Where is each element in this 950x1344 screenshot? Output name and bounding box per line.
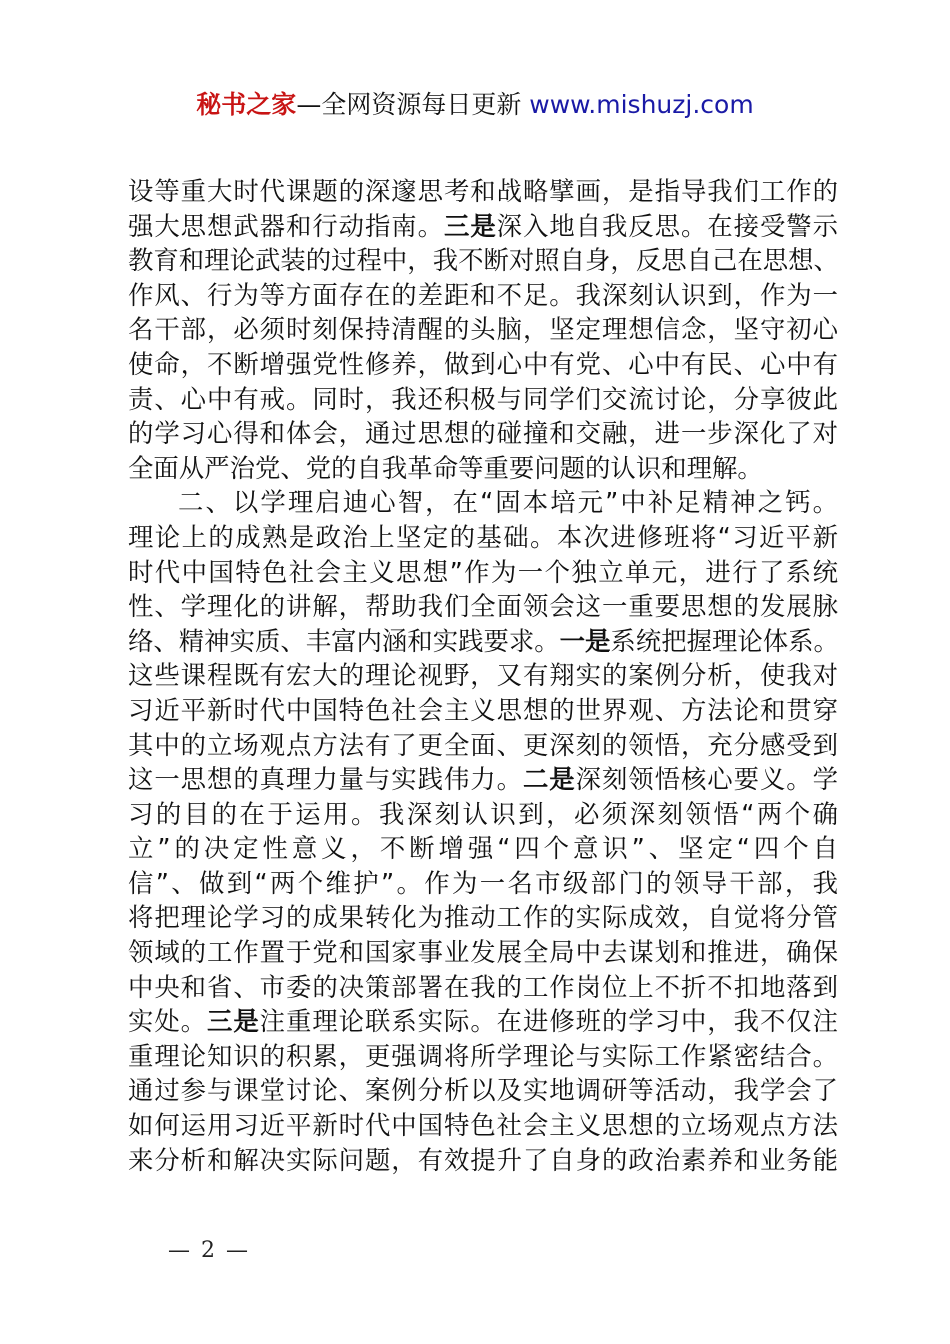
text-line (128, 970, 838, 1005)
text-run: 领域的工作置于党和国家事业发展全局中去谋划和推进，确保 (128, 937, 838, 968)
text-line (128, 520, 838, 555)
text-run: 强大思想武器和行动指南。 (128, 210, 444, 241)
text-run: 将把理论学习的成果转化为推动工作的实际成效，自觉将分管 (128, 902, 838, 933)
text-run: 的学习心得和体会，通过思想的碰撞和交融，进一步深化了对 (128, 418, 838, 449)
text-run: 责、心中有戒。同时，我还积极与同学们交流讨论，分享彼此 (128, 383, 838, 414)
text-line (128, 555, 838, 590)
text-line (128, 278, 838, 313)
text-run: 深刻领悟核心要义。学 (575, 764, 839, 795)
text-run: 中央和省、市委的决策部署在我的工作岗位上不折不扣地落到 (128, 971, 838, 1002)
bold-lead: 二是 (522, 764, 576, 795)
text-line (128, 728, 838, 763)
page-header (0, 88, 950, 122)
text-run: 使命，不断增强党性修养，做到心中有党、心中有民、心中有 (128, 348, 838, 379)
brand-name: 秘书之家 (196, 90, 297, 119)
document-body (128, 174, 838, 1177)
text-run: 设等重大时代课题的深邃思考和战略擘画，是指导我们工作的 (128, 176, 838, 206)
text-line (128, 658, 838, 693)
header-url[interactable]: www.mishuzj.com (529, 90, 754, 119)
text-line (128, 312, 838, 347)
text-line (128, 1073, 838, 1108)
text-line (128, 1108, 838, 1143)
text-line (128, 624, 838, 659)
text-run: 习的目的在于运用。我深刻认识到，必须深刻领悟“两个确 (128, 798, 838, 829)
text-line (128, 797, 838, 832)
text-line (128, 693, 838, 728)
bold-lead: 三是 (443, 210, 497, 241)
text-run: 络、精神实质、丰富内涵和实践要求。 (128, 625, 560, 656)
bold-lead: 一是 (559, 625, 611, 656)
text-run: 其中的立场观点方法有了更全面、更深刻的领悟，充分感受到 (128, 729, 838, 760)
text-line (128, 935, 838, 970)
text-line (128, 831, 838, 866)
text-run: 二、以学理启迪心智，在“固本培元”中补足精神之钙。 (178, 487, 838, 518)
text-run: 性、学理化的讲解，帮助我们全面领会这一重要思想的发展脉 (128, 591, 838, 622)
text-run: 如何运用习近平新时代中国特色社会主义思想的立场观点方法 (128, 1110, 838, 1141)
text-line (128, 209, 838, 244)
text-line (128, 451, 838, 486)
text-line (128, 485, 838, 520)
text-line (128, 762, 838, 797)
text-run: 系统把握理论体系。 (610, 625, 839, 656)
text-line (128, 416, 838, 451)
text-line (128, 1004, 838, 1039)
text-line (128, 866, 838, 901)
text-run: 实处。 (128, 1006, 207, 1037)
text-run: 时代中国特色社会主义思想”作为一个独立单元，进行了系统 (128, 556, 838, 587)
text-run: 立”的决定性意义，不断增强“四个意识”、坚定“四个自 (128, 833, 838, 864)
text-run: 教育和理论武装的过程中，我不断对照自身，反思自己在思想、 (128, 245, 839, 276)
text-run: 这些课程既有宏大的理论视野，又有翔实的案例分析，使我对 (128, 660, 838, 691)
header-tagline: —全网资源每日更新 (296, 90, 530, 119)
text-run: 这一思想的真理力量与实践伟力。 (128, 764, 523, 795)
text-line (128, 347, 838, 382)
text-line (128, 174, 838, 209)
text-line (128, 243, 838, 278)
text-line (128, 589, 838, 624)
text-run: 重理论知识的积累，更强调将所学理论与实际工作紧密结合。 (128, 1040, 838, 1071)
text-line (128, 382, 838, 417)
text-run: 习近平新时代中国特色社会主义思想的世界观、方法论和贯穿 (128, 694, 838, 725)
text-run: 注重理论联系实际。在进修班的学习中，我不仅注 (259, 1006, 839, 1037)
text-line (128, 1143, 838, 1178)
text-run: 理论上的成熟是政治上坚定的基础。本次进修班将“习近平新 (128, 521, 838, 552)
text-run: 作风、行为等方面存在的差距和不足。我深刻认识到，作为一 (128, 279, 838, 310)
text-run: 全面从严治党、党的自我革命等重要问题的认识和理解。 (128, 452, 763, 483)
text-run: 信”、做到“两个维护”。作为一名市级部门的领导干部，我 (128, 867, 838, 898)
text-run: 深入地自我反思。在接受警示 (496, 210, 839, 241)
page-number: — 2 — (168, 1238, 250, 1263)
bold-lead: 三是 (207, 1006, 260, 1037)
text-line (128, 900, 838, 935)
text-run: 来分析和解决实际问题，有效提升了自身的政治素养和业务能 (128, 1144, 838, 1175)
text-run: 通过参与课堂讨论、案例分析以及实地调研等活动，我学会了 (128, 1075, 838, 1106)
text-run: 名干部，必须时刻保持清醒的头脑，坚定理想信念，坚守初心 (128, 314, 838, 345)
text-line (128, 1039, 838, 1074)
